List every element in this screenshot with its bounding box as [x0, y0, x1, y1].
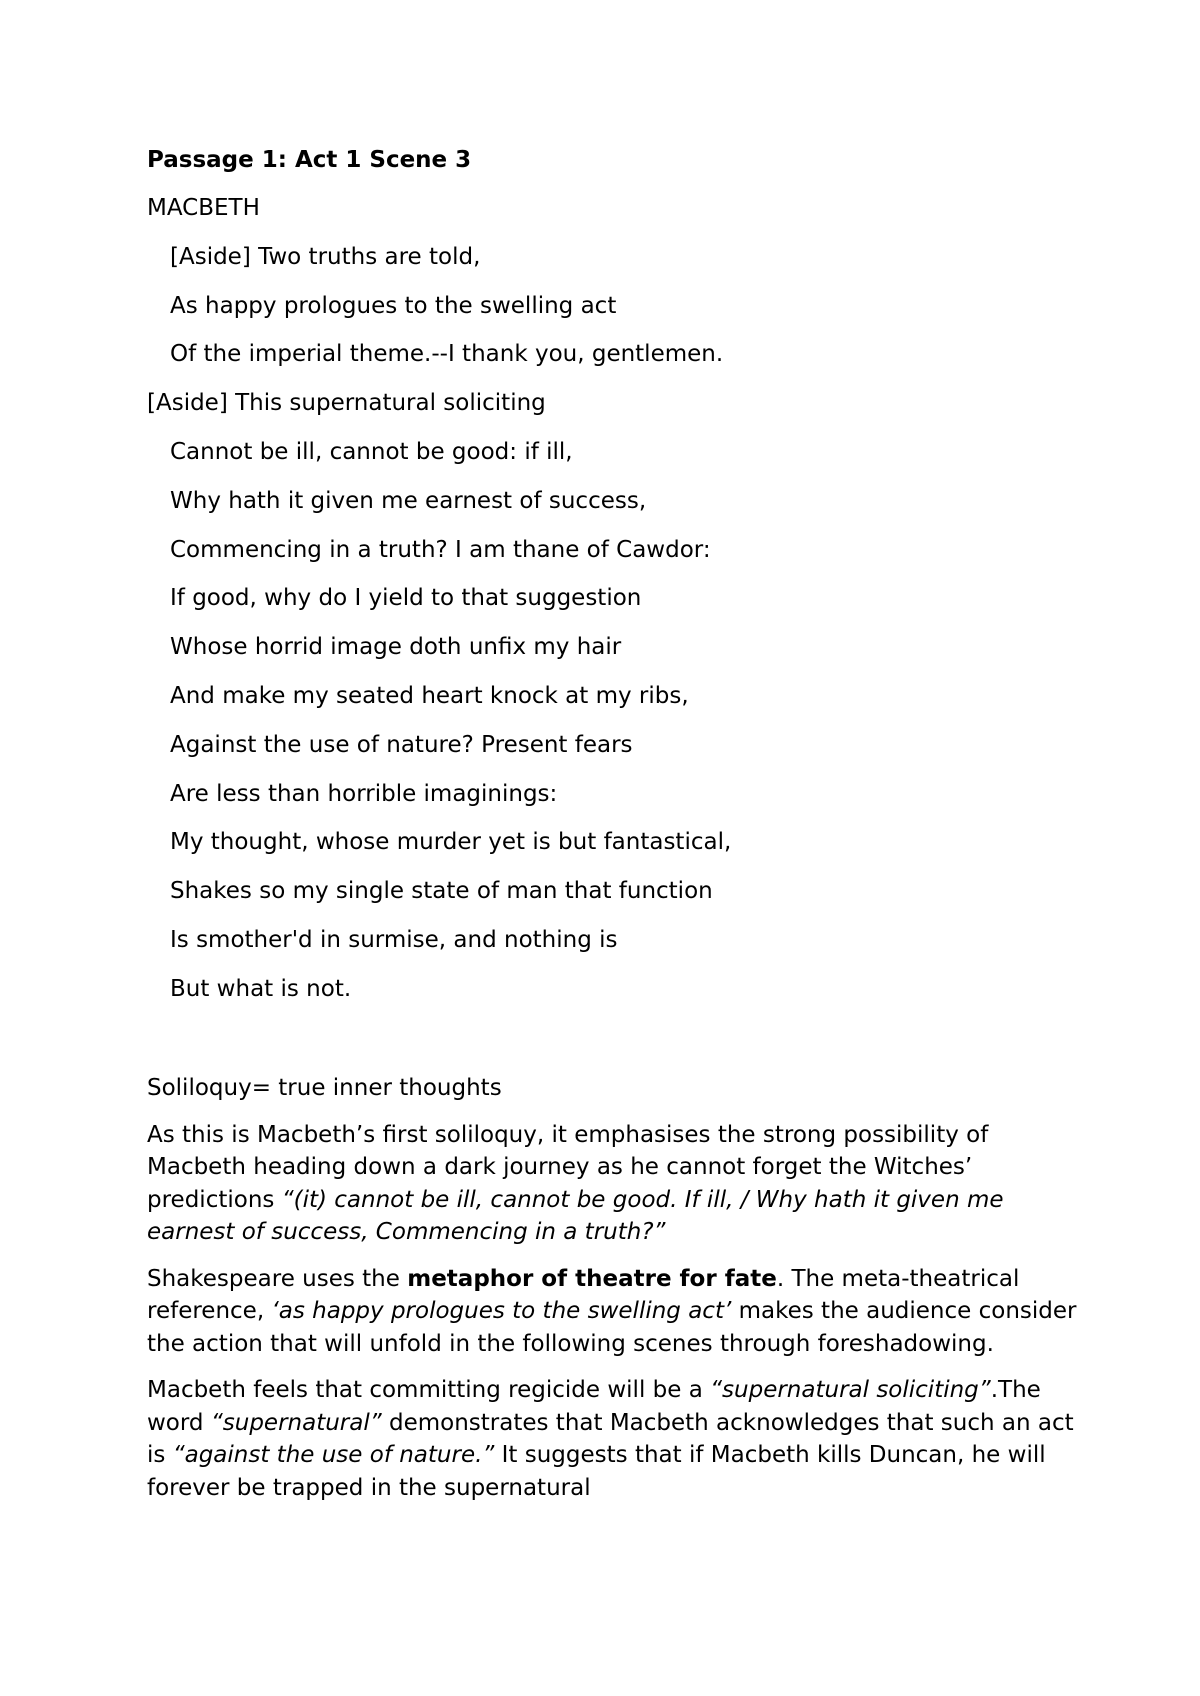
paragraph-text: demonstrates that Macbeth acknowledges that such an act is [147, 1409, 1074, 1468]
verse-line: Against the use of nature? Present fears [170, 731, 633, 758]
paragraph-text: . The meta-theatrical reference, [147, 1265, 1020, 1324]
paragraph-text: makes the audience consider the action that will unfold in the following scenes through foreshadowing. [147, 1298, 1077, 1357]
analysis-section [147, 1072, 1077, 1518]
verse-line: My thought, whose murder yet is but fantastical, [170, 829, 732, 856]
verse-line: Commencing in a truth? I am thane of Cawdor: [170, 536, 711, 563]
verse-line: Is smother'd in surmise, and nothing is [170, 926, 618, 953]
verse-line: Why hath it given me earnest of success, [170, 487, 647, 514]
paragraph-text: As this is Macbeth’s first soliloquy, it emphasises the strong possibility of Macbeth heading down a dark journey as he cannot forget the Witches’ predictions [147, 1121, 989, 1213]
verse-line: Of the imperial theme.--I thank you, gentlemen. [170, 341, 724, 368]
play-excerpt [147, 193, 731, 1023]
paragraph-text: It suggests that if Macbeth kills Duncan, he will forever be trapped in the supernatural [147, 1442, 1046, 1501]
analysis-paragraph-2 [147, 1263, 1077, 1361]
verse-line: Shakes so my single state of man that function [170, 878, 713, 905]
analysis-paragraph-1 [147, 1119, 1077, 1249]
quotation: ‘as happy prologues to the swelling act’ [271, 1298, 732, 1324]
verse-line: As happy prologues to the swelling act [170, 292, 617, 319]
verse-line: [Aside] This supernatural soliciting [147, 390, 546, 417]
quotation: “supernatural” [210, 1409, 382, 1436]
quotation: “(it) cannot be ill, cannot be good. If ill, / Why hath it given me earnest of success, Commencing in a truth?” [147, 1186, 1004, 1245]
verse-line: Cannot be ill, cannot be good: if ill, [170, 438, 573, 465]
paragraph-text: Macbeth feels that committing regicide will be a [147, 1377, 711, 1403]
paragraph-text: Shakespeare uses the [147, 1265, 408, 1292]
verse-line: If good, why do I yield to that suggestion [170, 585, 642, 612]
paragraph-text: .The word [147, 1377, 1041, 1436]
analysis-paragraph-3 [147, 1374, 1077, 1504]
key-term: metaphor of theatre for fate [407, 1265, 777, 1292]
quotation: “supernatural soliciting” [710, 1377, 991, 1403]
passage-heading: Passage 1: Act 1 Scene 3 [147, 147, 472, 173]
verse-line: And make my seated heart knock at my ribs, [170, 682, 689, 709]
verse-line: But what is not. [170, 975, 352, 1002]
verse-line: Are less than horrible imaginings: [170, 780, 558, 807]
verse-line: Whose horrid image doth unfix my hair [170, 634, 622, 661]
soliloquy-note: Soliloquy= true inner thoughts [147, 1075, 502, 1101]
speaker-name: MACBETH [147, 195, 260, 221]
verse-line: [Aside] Two truths are told, [170, 243, 481, 270]
quotation: “against the use of nature.” [172, 1442, 495, 1468]
